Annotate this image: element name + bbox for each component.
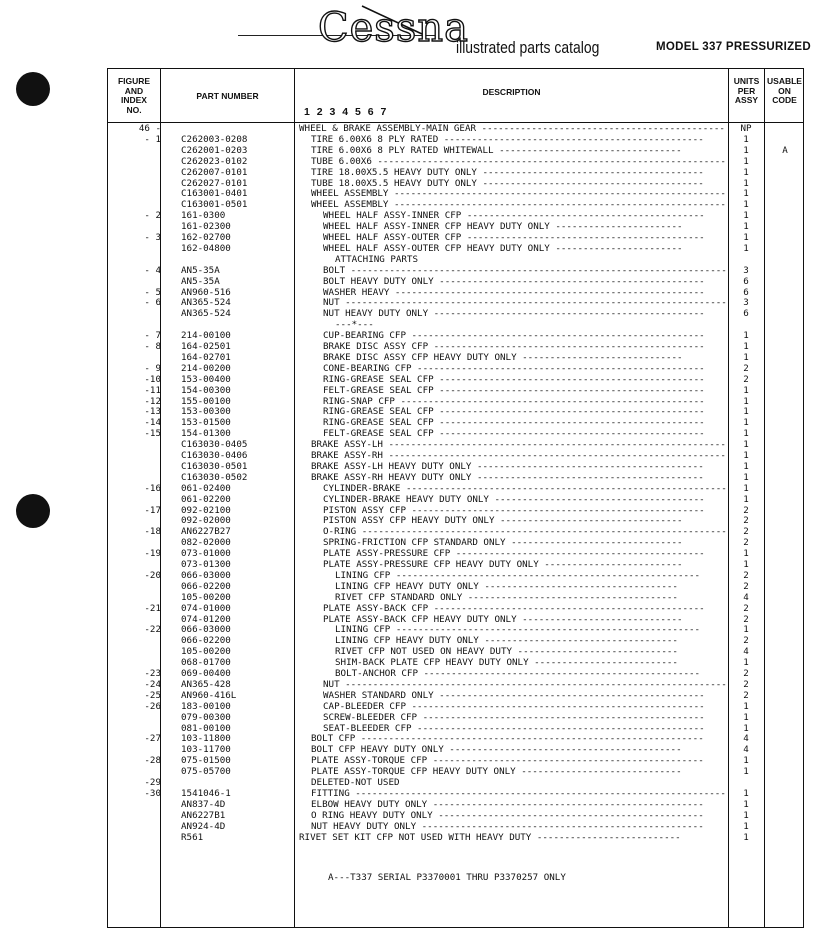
units-per-assy: 1 [743,798,749,810]
description: PLATE ASSY-PRESSURE CFP --------------------------------------------- [323,549,705,560]
table-row [107,277,804,288]
description: TIRE 6.00X6 8 PLY RATED WHITEWALL --------------------------------- [311,145,682,156]
units-per-assy: 3 [743,264,749,276]
units-per-assy: 1 [743,755,749,767]
units-per-assy: 1 [743,460,749,472]
index-number: -11 [144,384,161,396]
index-number: -12 [144,395,161,407]
part-number: C163030-0406 [181,450,248,461]
part-number: 082-02000 [181,537,231,549]
units-per-assy: 1 [743,341,749,352]
part-number: AN6227B27 [181,526,231,538]
part-number: 153-01500 [181,417,231,429]
part-number: 066-03000 [181,569,231,581]
description: WHEEL HALF ASSY-OUTER CFP ------------------------------------------- [323,233,705,243]
units-per-assy: 3 [743,297,749,309]
part-number: C163030-0405 [181,439,248,451]
units-per-assy: 1 [743,471,749,483]
units-per-assy: 1 [743,199,749,211]
description: WHEEL HALF ASSY-OUTER CFP HEAVY DUTY ONLY ----------------------- [323,243,683,254]
units-per-assy: 2 [743,504,749,516]
part-number: 081-00100 [181,722,231,734]
description: WASHER STANDARD ONLY ------------------------------------------------ [323,690,705,701]
description: BOLT CFP HEAVY DUTY ONLY ------------------------------------------ [311,745,682,756]
units-per-assy: 1 [743,482,749,494]
description: ---*--- [335,320,374,331]
table-row [107,157,804,168]
index-number: 46 - [138,123,161,134]
table-row [107,702,804,713]
units-per-assy: 4 [743,744,749,756]
description: RIVET CFP NOT USED ON HEAVY DUTY ----------------------------- [335,647,678,658]
part-number: AN837-4D [181,798,226,810]
catalog-title: illustrated parts catalog [456,38,600,57]
part-number: AN960-516 [181,286,231,298]
part-number: 103-11800 [181,733,231,745]
part-number: 079-00300 [181,711,231,723]
units-per-assy: 2 [743,580,749,592]
description: PLATE ASSY-TORQUE CFP HEAVY DUTY ONLY ----------------------------- [311,767,682,778]
description: CUP-BEARING CFP ----------------------------------------------------- [323,331,705,342]
description: O RING HEAVY DUTY ONLY ------------------------------------------------ [311,810,704,821]
units-per-assy: 1 [743,711,749,723]
description: O-RING ------------------------------------------------------------------ [323,527,727,538]
part-number: 153-00300 [181,406,231,418]
units-per-assy: 1 [743,809,749,821]
units-per-assy: 2 [743,526,749,538]
index-number: -13 [144,406,161,418]
units-per-assy: 1 [743,395,749,407]
units-per-assy: 1 [743,700,749,712]
part-number: 075-05700 [181,766,231,778]
description: LINING CFP HEAVY DUTY ONLY ----------------------------------- [335,636,678,647]
description: BOLT -------------------------------------------------------------------- [323,265,727,276]
index-number: -25 [144,689,161,701]
description: NUT --------------------------------------------------------------------- [323,679,727,690]
units-per-assy: 2 [743,362,749,374]
description: PLATE ASSY-BACK CFP ------------------------------------------------- [323,603,705,614]
table-row [107,244,804,255]
index-number: - 3 [144,232,161,243]
part-number: AN960-416L [181,689,237,701]
description: BOLT-ANCHOR CFP -------------------------------------------------- [335,669,701,679]
index-number: -23 [144,668,161,679]
part-number: 105-00200 [181,646,231,658]
table-row [107,309,804,320]
table-row [107,604,804,615]
units-per-assy: 6 [743,308,749,320]
units-per-assy: 2 [743,678,749,690]
units-per-assy: 1 [743,177,749,189]
index-number: -26 [144,700,161,712]
description: CAP-BLEEDER CFP ----------------------------------------------------- [323,701,705,712]
units-per-assy: 2 [743,373,749,385]
part-number: C262027-0101 [181,177,248,189]
units-per-assy: 1 [743,166,749,178]
description: BOLT HEAVY DUTY ONLY ------------------------------------------------ [323,276,705,287]
part-number: AN365-524 [181,297,231,309]
part-number: AN365-428 [181,678,231,690]
index-number: -14 [144,417,161,429]
index-number: - 6 [144,297,161,309]
index-number: -29 [144,777,161,788]
table-row [107,713,804,724]
col-header-figure: FIGURE AND INDEX NO. [117,76,151,115]
table-row [107,495,804,506]
col-header-units: UNITS PER ASSY [733,76,760,105]
units-per-assy: 1 [743,188,749,200]
part-number: 155-00100 [181,395,231,407]
description: BRAKE ASSY-RH ------------------------------------------------------------- [311,451,726,461]
table-row [107,811,804,822]
index-number: - 8 [144,341,161,352]
index-number: -21 [144,602,161,614]
col-header-description: DESCRIPTION [482,87,541,97]
brand-logo: Cessna [318,5,469,51]
units-per-assy: 1 [743,406,749,418]
index-number: - 5 [144,286,161,298]
index-number: -19 [144,548,161,560]
table-row [107,484,804,495]
description: FELT-GREASE SEAL CFP ------------------------------------------------ [323,429,705,440]
units-per-assy: 2 [743,569,749,581]
index-number: -15 [144,428,161,440]
description: TIRE 18.00X5.5 HEAVY DUTY ONLY ---------------------------------------- [311,167,704,178]
units-per-assy: 2 [743,537,749,549]
index-number: -22 [144,624,161,636]
units-per-assy: 1 [743,221,749,233]
description: RING-GREASE SEAL CFP ------------------------------------------------ [323,374,705,385]
part-number: C163030-0502 [181,471,248,483]
units-per-assy: 1 [743,210,749,222]
description: BRAKE ASSY-RH HEAVY DUTY ONLY ----------------------------------------- [311,472,704,483]
part-number: C262003-0208 [181,133,248,145]
part-number: 164-02501 [181,341,231,352]
part-number: 164-02701 [181,351,231,363]
units-per-assy: 1 [743,155,749,167]
description: TIRE 6.00X6 8 PLY RATED ----------------------------------------------- [311,134,704,145]
units-per-assy: 1 [743,657,749,669]
description: CYLINDER-BRAKE HEAVY DUTY ONLY -------------------------------------- [323,494,705,505]
index-number: -30 [144,787,161,799]
part-number: AN365-524 [181,308,231,320]
description: PISTON ASSY CFP ----------------------------------------------------- [323,505,705,516]
units-per-assy: 1 [743,820,749,832]
part-number: 061-02200 [181,493,231,505]
description: FITTING ------------------------------------------------------------------- [311,788,726,799]
index-number: - 9 [144,362,161,374]
description: PLATE ASSY-TORQUE CFP ------------------------------------------------- [311,756,704,767]
table-row [107,168,804,179]
description: RING-GREASE SEAL CFP ------------------------------------------------ [323,418,705,429]
part-number: 162-02700 [181,232,231,243]
description: BOLT CFP -------------------------------------------------------------- [311,734,704,745]
units-per-assy: 2 [743,635,749,647]
description: LINING CFP ------------------------------------------------------- [335,570,701,581]
part-number: 161-02300 [181,221,231,233]
units-per-assy: 4 [743,733,749,745]
part-number: C262023-0102 [181,155,248,167]
units-per-assy: 1 [743,144,749,156]
units-per-assy: 2 [743,602,749,614]
index-number: -17 [144,504,161,516]
index-number: - 4 [144,264,161,276]
table-row [107,833,804,844]
description: WHEEL & BRAKE ASSEMBLY-MAIN GEAR -------------------------------------------- [299,124,725,134]
part-number: 183-00100 [181,700,231,712]
description: WHEEL HALF ASSY-INNER CFP ------------------------------------------- [323,211,705,222]
index-number: -24 [144,678,161,690]
units-per-assy: 1 [743,559,749,570]
units-per-assy: 1 [743,766,749,778]
units-per-assy: 4 [743,591,749,603]
description: TUBE 18.00X5.5 HEAVY DUTY ONLY ---------------------------------------- [311,178,704,189]
units-per-assy: 1 [743,133,749,145]
part-number: C163001-0501 [181,199,248,211]
units-per-assy: 1 [743,722,749,734]
part-number: 075-01500 [181,755,231,767]
description: BRAKE ASSY-LH ------------------------------------------------------------- [311,440,726,451]
description: NUT HEAVY DUTY ONLY --------------------------------------------------- [311,821,704,832]
description: WHEEL HALF ASSY-INNER CFP HEAVY DUTY ONLY ----------------------- [323,222,683,233]
part-number: 073-01000 [181,548,231,560]
binder-hole-bottom [16,494,50,528]
index-number: -28 [144,755,161,767]
table-row [107,593,804,604]
description: TUBE 6.00X6 --------------------------------------------------------------- [311,156,726,167]
table-row [107,266,804,277]
description: CYLINDER-BRAKE ---------------------------------------------------------- [323,483,727,494]
part-number: 103-11700 [181,744,231,756]
part-number: AN5-35A [181,264,220,276]
units-per-assy: 2 [743,515,749,527]
index-number: -20 [144,569,161,581]
table-row [107,375,804,386]
description: SEAT-BLEEDER CFP ---------------------------------------------------- [323,723,705,734]
description: DELETED-NOT USED [311,778,400,788]
units-per-assy: 6 [743,286,749,298]
part-number: 066-02200 [181,635,231,647]
description: BRAKE DISC ASSY CFP HEAVY DUTY ONLY ----------------------------- [323,352,683,363]
units-per-assy: 1 [743,548,749,560]
units-per-assy: 1 [743,384,749,396]
index-number: -18 [144,526,161,538]
part-number: AN6227B1 [181,809,226,821]
part-number: AN924-4D [181,820,226,832]
index-number: -16 [144,482,161,494]
description: PLATE ASSY-BACK CFP HEAVY DUTY ONLY ----------------------------- [323,614,683,625]
model-title: MODEL 337 PRESSURIZED [656,41,811,53]
part-number: 1541046-1 [181,787,231,799]
units-per-assy: 1 [743,351,749,363]
description: LINING CFP ------------------------------------------------------- [335,625,701,636]
units-per-assy: 1 [743,831,749,843]
description: RIVET SET KIT CFP NOT USED WITH HEAVY DUTY -------------------------- [299,832,681,843]
units-per-assy: 1 [743,624,749,636]
header-divider [107,122,804,123]
units-per-assy: 1 [743,450,749,461]
units-per-assy: NP [740,123,752,134]
part-number: 069-00400 [181,668,231,679]
units-per-assy: 1 [743,439,749,451]
units-per-assy: 2 [743,668,749,679]
table-row [107,822,804,833]
part-number: 154-01300 [181,428,231,440]
units-per-assy: 2 [743,689,749,701]
part-number: 092-02000 [181,515,231,527]
units-per-assy: 1 [743,428,749,440]
table-row [107,386,804,397]
col-header-part: PART NUMBER [196,91,259,101]
part-number: C262007-0101 [181,166,248,178]
part-number: 162-04800 [181,242,231,254]
description: CONE-BEARING CFP ---------------------------------------------------- [323,363,705,374]
units-per-assy: 1 [743,493,749,505]
part-number: 153-00400 [181,373,231,385]
binder-hole-top [16,72,50,106]
units-per-assy: 1 [743,787,749,799]
part-number: C163030-0501 [181,460,248,472]
part-number: R561 [181,831,204,843]
usable-on-code: A [782,144,788,156]
index-number: - 1 [144,133,161,145]
part-number: C262001-0203 [181,144,248,156]
units-per-assy: 1 [743,242,749,254]
col-header-code: USABLE ON CODE [767,76,802,105]
description: BRAKE ASSY-LH HEAVY DUTY ONLY ----------------------------------------- [311,461,704,472]
description: WHEEL ASSEMBLY ------------------------------------------------------------ [311,189,726,200]
units-per-assy: 1 [743,330,749,342]
units-per-assy: 1 [743,232,749,243]
description: ELBOW HEAVY DUTY ONLY ------------------------------------------------- [311,799,704,810]
part-number: 074-01200 [181,613,231,625]
part-number: 066-02200 [181,580,231,592]
part-number: 074-01000 [181,602,231,614]
part-number: 214-00200 [181,362,231,374]
description: RING-SNAP CFP ------------------------------------------------------- [323,396,705,407]
index-number: -27 [144,733,161,745]
description: PLATE ASSY-PRESSURE CFP HEAVY DUTY ONLY ------------------------- [323,560,683,570]
part-number: 105-00200 [181,591,231,603]
description: RING-GREASE SEAL CFP ------------------------------------------------ [323,407,705,418]
description: SHIM-BACK PLATE CFP HEAVY DUTY ONLY -------------------------- [335,658,678,669]
description: NUT --------------------------------------------------------------------- [323,298,727,309]
footnote: A---T337 SERIAL P3370001 THRU P3370257 ONLY [328,872,566,883]
description: WASHER HEAVY -------------------------------------------------------- [323,287,705,298]
description: SPRING-FRICTION CFP STANDARD ONLY ------------------------------- [323,538,683,549]
part-number: 161-0300 [181,210,226,222]
description: WHEEL ASSEMBLY ------------------------------------------------------------ [311,200,726,211]
description: LINING CFP HEAVY DUTY ONLY ----------------------------------- [335,581,678,592]
description: RIVET CFP STANDARD ONLY -------------------------------------- [335,592,678,603]
units-per-assy: 1 [743,417,749,429]
description: BRAKE DISC ASSY CFP ------------------------------------------------- [323,342,705,352]
part-number: 073-01300 [181,559,231,570]
description: ATTACHING PARTS [335,254,418,265]
index-number: - 2 [144,210,161,222]
part-number: 066-03000 [181,624,231,636]
units-per-assy: 2 [743,613,749,625]
part-number: 061-02400 [181,482,231,494]
description: FELT-GREASE SEAL CFP ------------------------------------------------ [323,385,705,396]
indent-digits: 1 2 3 4 5 6 7 [304,106,389,118]
description: NUT HEAVY DUTY ONLY ------------------------------------------------- [323,309,705,320]
part-number: 092-02100 [181,504,231,516]
description: PISTON ASSY CFP HEAVY DUTY ONLY --------------------------------- [323,516,683,527]
part-number: C163001-0401 [181,188,248,200]
part-number: 068-01700 [181,657,231,669]
table-row [107,767,804,778]
index-number: - 7 [144,330,161,342]
description: SCREW-BLEEDER CFP --------------------------------------------------- [323,712,705,723]
index-number: -10 [144,373,161,385]
part-number: 214-00100 [181,330,231,342]
part-number: AN5-35A [181,275,220,287]
part-number: 154-00300 [181,384,231,396]
units-per-assy: 4 [743,646,749,658]
units-per-assy: 6 [743,275,749,287]
